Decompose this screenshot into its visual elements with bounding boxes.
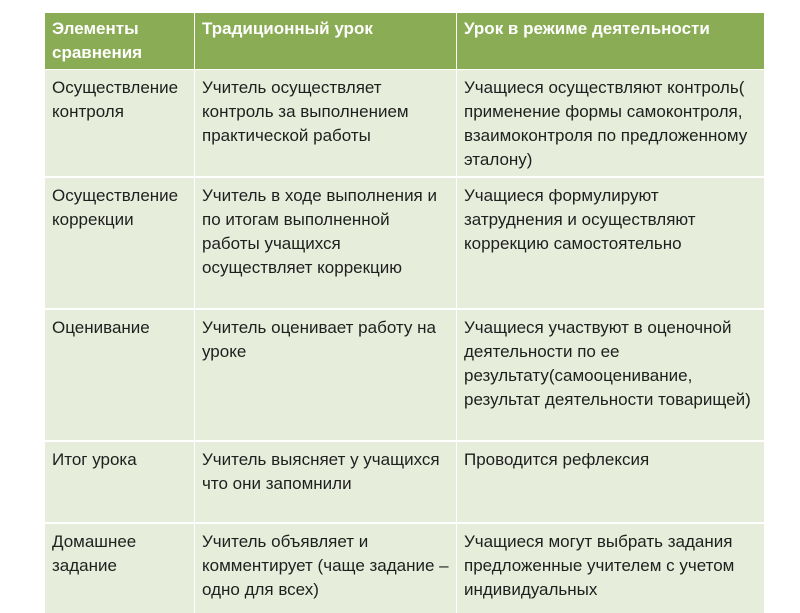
activity-cell: Учащиеся могут выбрать задания предложенные учителем с учетом индивидуальных [457, 523, 765, 613]
activity-cell: Учащиеся участвуют в оценочной деятельности по ее результату(самооценивание, результат деятельности товарищей) [457, 309, 765, 441]
table-row [45, 441, 765, 523]
table-header [45, 13, 765, 70]
row-label-control: Осуществление контроля [45, 70, 195, 178]
header-elements-of-comparison: Элементы сравнения [45, 13, 195, 70]
table-row [45, 177, 765, 309]
traditional-cell: Учитель оценивает работу на уроке [195, 309, 457, 441]
comparison-table [44, 13, 764, 613]
table-row [45, 70, 765, 178]
activity-cell: Учащиеся осуществляют контроль( применение формы самоконтроля, взаимоконтроля по предложенному эталону) [457, 70, 765, 178]
traditional-cell: Учитель в ходе выполнения и по итогам выполненной работы учащихся осуществляет коррекцию [195, 177, 457, 309]
comparison-table-frame [44, 13, 764, 613]
table-body [45, 70, 765, 613]
table-row [45, 309, 765, 441]
traditional-cell: Учитель объявляет и комментирует (чаще задание – одно для всех) [195, 523, 457, 613]
row-label-lesson-result: Итог урока [45, 441, 195, 523]
traditional-cell: Учитель осуществляет контроль за выполнением практической работы [195, 70, 457, 178]
row-label-correction: Осуществление коррекции [45, 177, 195, 309]
row-label-assessment: Оценивание [45, 309, 195, 441]
header-traditional-lesson: Традиционный урок [195, 13, 457, 70]
row-label-homework: Домашнее задание [45, 523, 195, 613]
traditional-cell: Учитель выясняет у учащихся что они запомнили [195, 441, 457, 523]
activity-cell: Проводится рефлексия [457, 441, 765, 523]
header-activity-lesson: Урок в режиме деятельности [457, 13, 765, 70]
activity-cell: Учащиеся формулируют затруднения и осуществляют коррекцию самостоятельно [457, 177, 765, 309]
header-row [45, 13, 765, 70]
